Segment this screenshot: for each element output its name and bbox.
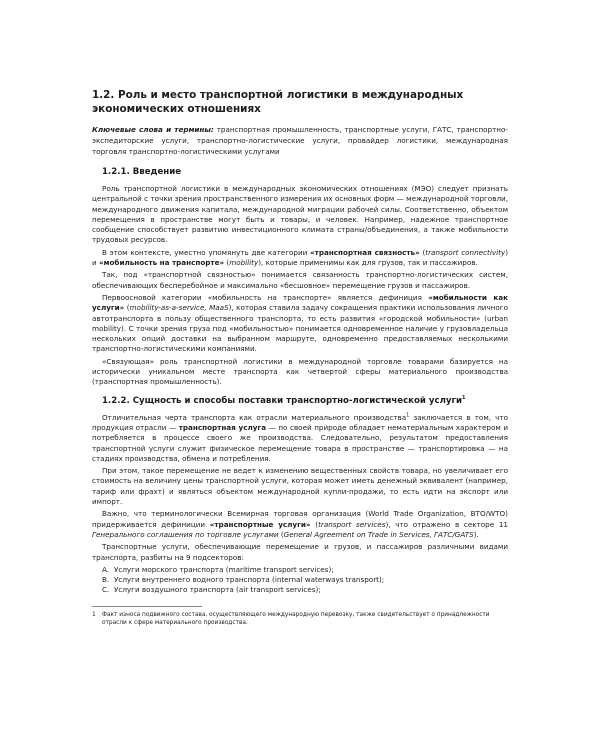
footnote bbox=[92, 611, 508, 628]
paragraph: Роль транспортной логистики в международных экономических отношениях (МЭО) следует признать центральной с точки зрения пространственного измерения их основных форм — международной торговли, международного движения капитала, международной миграции рабочей силы. Соответственно, объектом перемещения в пространстве могут быть и товары, и человек. Например, надежное транспортное сообщение способствует развитию инвестиционного климата страны/объединения, а также мобильности трудовых ресурсов. bbox=[92, 184, 508, 245]
term-gats-ru: Генерального соглашения по торговле услугами bbox=[92, 529, 279, 539]
footnote-ref[interactable]: 1 bbox=[406, 412, 410, 419]
list-item-text: Услуги морского транспорта (maritime transport services); bbox=[114, 564, 334, 574]
footnote-divider bbox=[92, 606, 202, 607]
text-run: заключается в том, что продукция отрасли — bbox=[92, 412, 508, 432]
text-run: ( bbox=[419, 247, 426, 257]
paragraph: При этом, такое перемещение не ведет к изменению вещественных свойств товара, но увеличивает его стоимость на величину цены транспортной услуги, которая может иметь денежный эквивалент (например, тариф или фрахт) и являться объектом международной купли-продажи, то есть идти на экспорт или импорт. bbox=[92, 466, 508, 507]
list-item-letter: B. bbox=[102, 575, 110, 585]
text-run: Отличительная черта транспорта как отрасли материального производства bbox=[102, 412, 407, 422]
text-run: Важно, что терминологически Всемирная торговая организация (World Trade Organization, ВТО/WTO) придерживается дефиниции bbox=[92, 509, 508, 529]
term-transport-services: «транспортные услуги» bbox=[209, 519, 311, 529]
text-run: ( bbox=[310, 519, 319, 529]
term-maas: «мобильности как услуги» bbox=[92, 292, 508, 313]
text-run: ). bbox=[473, 529, 479, 539]
paragraph: «Связующая» роль транспортной логистики в международной торговле товарами базируется на исторически уникальном месте транспорта как четвертой сферы материального производства (транспортная промышленность). bbox=[92, 356, 508, 387]
term-transport-service: транспортная услуга bbox=[178, 422, 267, 432]
page-content bbox=[92, 88, 508, 628]
text-run: ), которая ставила задачу сокращения практики использования личного автотранспорта в пользу общественного транспорта, то есть развития «городской мобильности» (urban mobility). С точки зрения груза под «мобильностью» понимается одновременное наличие у грузовладельца нескольких опций доставки на выбранном маршруте, одновременно предоставляемых несколькими транспортно-логистическими компаниями. bbox=[92, 303, 508, 354]
subsection-title-intro: 1.2.1. Введение bbox=[102, 167, 182, 177]
sector-list bbox=[92, 565, 508, 596]
list-item-text: Услуги внутреннего водного транспорта (internal waterways transport); bbox=[114, 575, 385, 585]
subsection-title-text: 1.2.2. Сущность и способы поставки транспортно-логистической услуги bbox=[102, 395, 463, 406]
paragraph bbox=[92, 509, 508, 540]
keywords-label: Ключевые слова и термины: bbox=[92, 125, 214, 134]
text-run: — по своей природе обладает нематериальным характером и потребляется в процессе своего же производства. Следовательно, результатом предоставления транспортной услуги служит физическое перемещение товара в пространстве — транспортировка — на стадиях производства, обмена и потребления. bbox=[92, 422, 508, 463]
list-item bbox=[102, 575, 508, 585]
footnote-ref[interactable]: 1 bbox=[462, 394, 466, 401]
section-title: 1.2. Роль и место транспортной логистики в международных экономических отношениях bbox=[92, 89, 464, 115]
term-gats-en: General Agreement on Trade in Services, ГАТС/GATS bbox=[283, 529, 474, 539]
subsection-title-essence bbox=[102, 396, 508, 407]
paragraph bbox=[92, 293, 508, 355]
text-run: ( bbox=[124, 303, 130, 313]
paragraph bbox=[92, 248, 508, 269]
term-english: transport connectivity bbox=[425, 247, 506, 257]
list-item bbox=[102, 585, 508, 595]
text-run: ), что отражено в секторе 11 bbox=[385, 519, 508, 529]
term-english: mobility-as-a-service, MaaS bbox=[129, 303, 229, 313]
term-transport-connectivity: «транспортная связность» bbox=[310, 247, 420, 257]
list-item-text: Услуги воздушного транспорта (air transport services); bbox=[114, 585, 321, 595]
keywords-text: транспортная промышленность, транспортные услуги, ГАТС, транспортно-экспедиторские услуги, транспортно-логистические услуги, провайдер логистики, международная торговля транспортно-логистическими услугами bbox=[92, 125, 508, 156]
text-run: ) и bbox=[92, 247, 508, 268]
text-run: Первоосновой категории «мобильность на транспорте» является дефиниция bbox=[102, 292, 429, 302]
footnote-number: 1 bbox=[92, 611, 96, 618]
list-item-letter: C. bbox=[102, 585, 110, 595]
text-run: ( bbox=[278, 529, 284, 539]
text-run: ( bbox=[224, 258, 230, 268]
text-run: В этом контексте, уместно упомянуть две категории bbox=[102, 247, 311, 257]
keywords-paragraph bbox=[92, 124, 508, 157]
list-item-letter: A. bbox=[102, 564, 110, 574]
term-english: mobility bbox=[229, 258, 259, 268]
list-item bbox=[102, 565, 508, 575]
paragraph bbox=[92, 413, 508, 464]
footnote-text: Факт износа подвижного состава, осуществляющего международную перевозку, также свидетельствует о принадлежности отрасли к сфере материального производства. bbox=[102, 611, 490, 627]
term-mobility: «мобильность на транспорте» bbox=[98, 258, 225, 268]
paragraph: Так, под «транспортной связностью» понимается связанность транспортно-логистических систем, обеспечивающих бесперебойное и максимально «бесшовное» перемещение грузов и пассажиров. bbox=[92, 270, 508, 290]
text-run: ), которые применимы как для грузов, так и пассажиров. bbox=[258, 258, 478, 268]
paragraph: Транспортные услуги, обеспечивающие перемещение и грузов, и пассажиров различными видами транспорта, разбиты на 9 подсекторов: bbox=[92, 542, 508, 562]
term-english: transport services bbox=[318, 519, 386, 529]
